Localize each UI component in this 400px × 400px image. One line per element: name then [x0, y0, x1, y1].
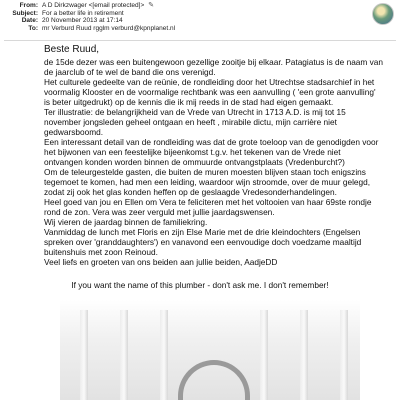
date-row	[4, 17, 364, 25]
curved-rail	[178, 360, 250, 400]
letter-line: buitenshuis met zoon Reinoud.	[44, 247, 158, 257]
date-value: 20 November 2013 at 17:14	[42, 17, 123, 24]
to-value[interactable]: mr Verburd Ruud rgglm verburd@kpnplanet.nl	[42, 24, 176, 32]
letter-line: rond de zon. Vera was zeer verguld met jullie jaardagswensen.	[44, 207, 275, 217]
letter-line: Ter illustratie: de belangrijkheid van de Vrede van Utrecht in 1713 A.D. is mij tot 15	[44, 107, 346, 117]
letter-line: tegemoet te komen, had men een leiding, waardoor wijn stroomde, over de muur gelegd,	[44, 177, 371, 187]
email-header	[4, 2, 364, 32]
letter-line: voormalig Klooster en de voormalige rechtbank was een aanvulling ( 'een grote aanvulling'	[44, 87, 376, 97]
letter-line: Om de teleurgestelde gasten, die buiten de muren moesten blijven staan toch enigszins	[44, 167, 366, 177]
subject-value: For a better life in retirement	[42, 9, 124, 17]
letter-line: zodat zij ook het glas konden heffen op de geslaagde Vredesonderhandelingen.	[44, 187, 337, 197]
letter-line: Een interessant detail van de rondleiding was dat de grote toeloop van de genodigden voor	[44, 137, 379, 147]
subject-label: Subject:	[12, 9, 38, 17]
letter-line: de 15de dezer was een buitengewoon gezellige zooitje bij elkaar. Patagiatus is de naam van	[44, 57, 384, 67]
letter-line: Wij vieren de jaardag binnen de familiekring.	[44, 217, 208, 227]
curtain-fold	[260, 310, 268, 400]
letter-body	[44, 44, 384, 267]
curtain-fold	[340, 310, 348, 400]
curtain-fold	[80, 310, 88, 400]
letter-line: Veel liefs en groeten van ons beiden aan jullie beiden, AadjeDD	[44, 257, 278, 267]
letter-line: Het culturele gedeelte van de reünie, de rondleiding door het Utrechtse stadsarchief in het	[44, 77, 375, 87]
letter-greeting: Beste Ruud,	[44, 44, 100, 55]
letter-line: gedwarsboomd.	[44, 127, 104, 137]
avatar[interactable]	[372, 3, 394, 25]
plumbing-photo	[60, 300, 360, 400]
letter-line: de jaarclub of te wel de band die ons verenigd.	[44, 67, 216, 77]
letter-line: het bijwonen van een feestelijke bijeenkomst t.g.v. het tekenen van de Vrede niet	[44, 147, 341, 157]
curtain-fold	[300, 310, 308, 400]
subject-row	[4, 10, 364, 18]
letter-line: Vanmiddag de lunch met Floris en zijn Else Marie met de drie kleindochters (Engelsen	[44, 227, 361, 237]
from-row	[4, 2, 364, 10]
to-row	[4, 25, 364, 33]
date-label: Date:	[21, 17, 38, 24]
curtain-fold	[160, 310, 168, 400]
to-label: To:	[28, 24, 38, 32]
curtain-fold	[120, 310, 128, 400]
letter-lines	[44, 57, 384, 267]
letter-line: november jongsleden geheel ontgaan en heeft , mirabile dictu, mijn carrière niet	[44, 117, 337, 127]
from-label: From:	[19, 2, 38, 9]
letter-line: Heel goed van jou en Ellen om Vera te feliciteren met het voltooien van haar 69ste rondje	[44, 197, 372, 207]
letter-line: spreken over 'granddaughters') en vanavond een eenvoudige doch voedzame maaltijd	[44, 237, 362, 247]
pen-icon[interactable]: ✎	[148, 2, 155, 9]
footer-note: If you want the name of this plumber - don't ask me. I don't remember!	[71, 280, 329, 290]
letter-line: is beter uitgedrukt) op de kennis die ik mij reeds in de stad had eigen gemaakt.	[44, 97, 334, 107]
letter-line: ontvangen konden worden binnen de ommuurde ontvangstplaats (Vredenburcht?)	[44, 157, 345, 167]
from-value[interactable]: A D Dirkzwager <[email protected]>	[42, 2, 145, 9]
header-divider	[4, 40, 396, 41]
